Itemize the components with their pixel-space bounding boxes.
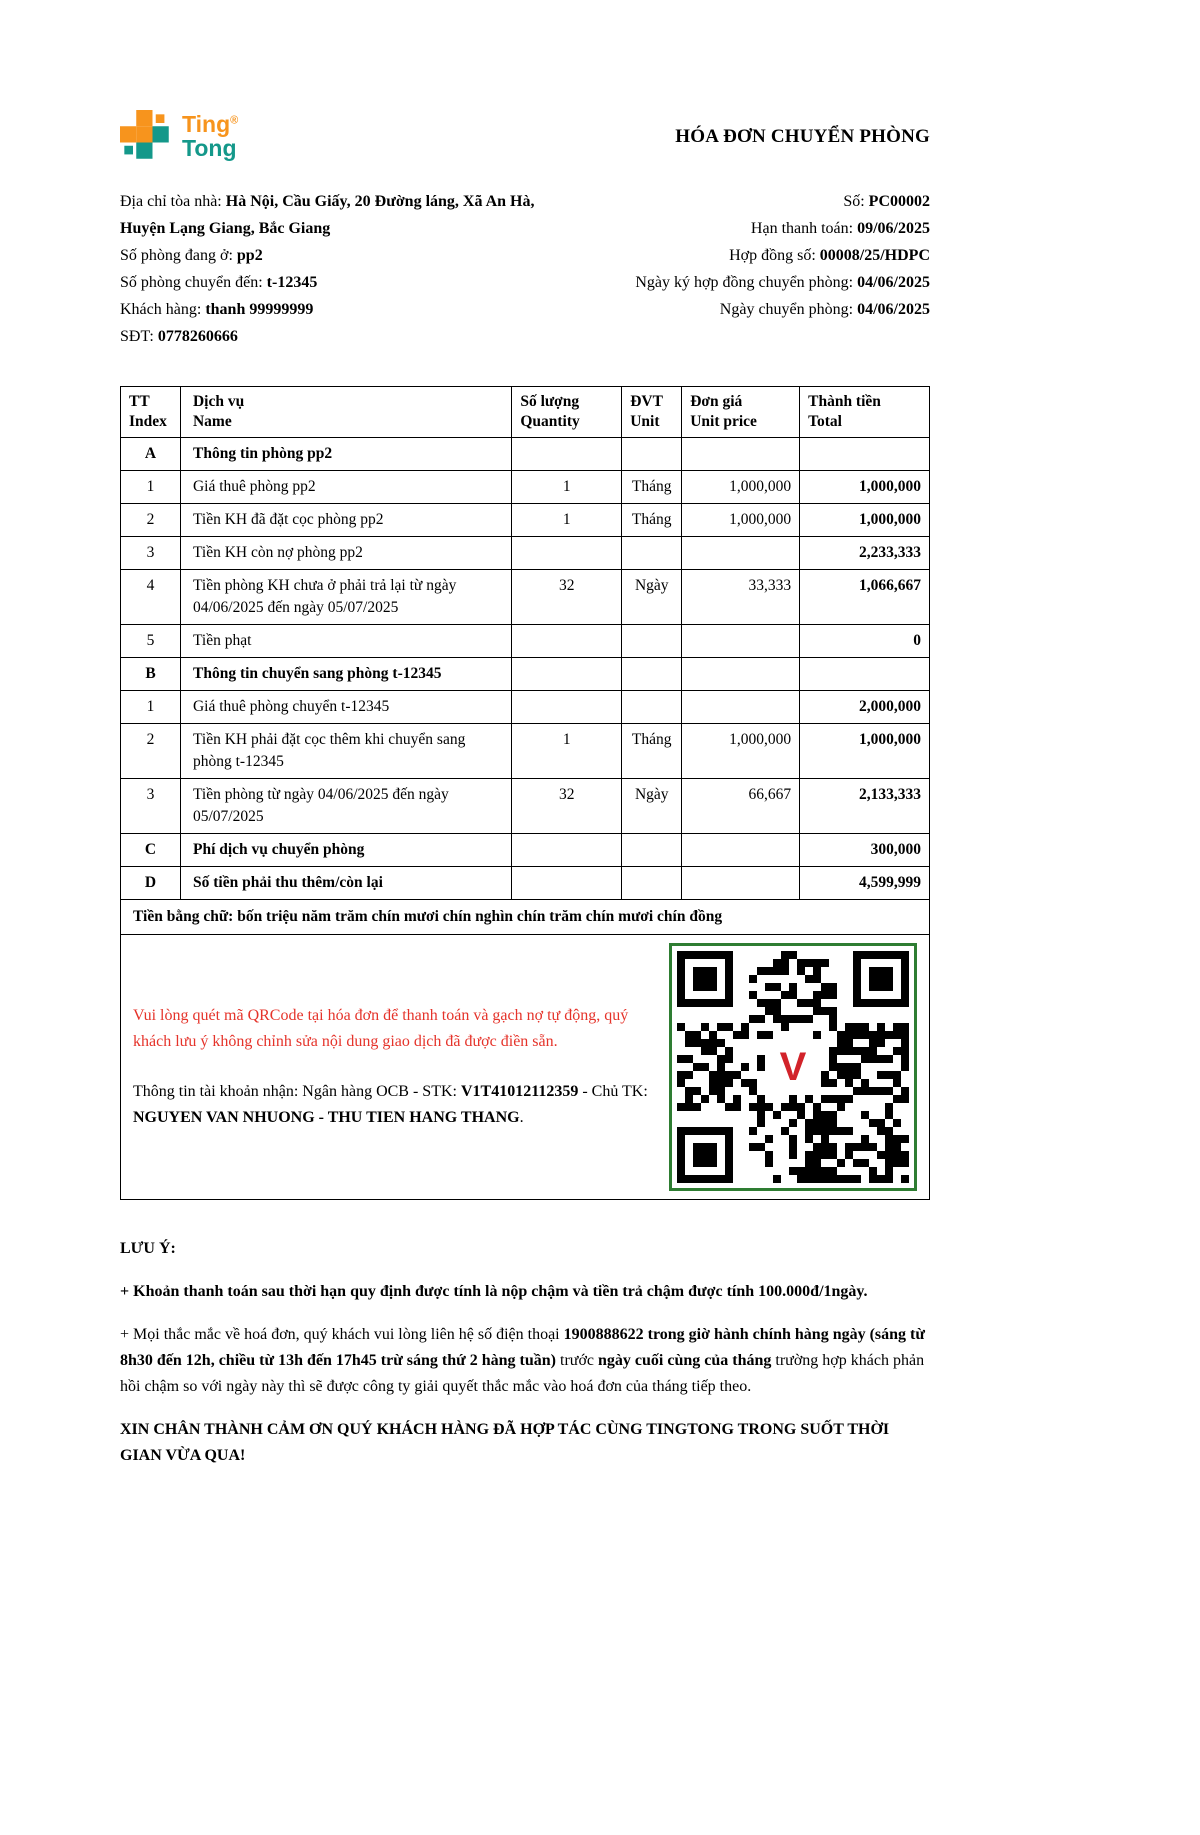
- hotline-note-text: trường hợp khách phản hồi chậm so với ngày này thì sẽ được công ty giải quyết thắc mắc vào hoá đơn của tháng tiếp theo.: [120, 1352, 925, 1396]
- due-date-line: [580, 215, 930, 242]
- cell-unit: Ngày: [622, 570, 682, 625]
- contract-number-label: Hợp đồng số:: [729, 247, 820, 264]
- header-cell-index: [121, 387, 181, 438]
- cell-unit: [622, 438, 682, 471]
- logo-line-ting: [182, 112, 238, 136]
- cell-qty: 1: [512, 471, 622, 504]
- cell-total: 1,000,000: [800, 504, 930, 537]
- cell-name: Phí dịch vụ chuyển phòng: [180, 834, 511, 867]
- contract-number-line: [580, 242, 930, 269]
- move-date-value: 04/06/2025: [857, 301, 930, 318]
- cell-qty: [512, 625, 622, 658]
- logo-line-tong: Tong: [182, 135, 237, 161]
- invoice-number-value: PC00002: [868, 193, 930, 210]
- cell-index: 4: [121, 570, 181, 625]
- cell-total: 300,000: [800, 834, 930, 867]
- header-cell-unit-price: [682, 387, 800, 438]
- cell-name: Tiền KH còn nợ phòng pp2: [180, 537, 511, 570]
- cell-qty: [512, 867, 622, 900]
- qr-warning-text: Vui lòng quét mã QRCode tại hóa đơn để thanh toán và gạch nợ tự động, quý khách lưu ý không chỉnh sửa nội dung giao dịch đã được điền sẵn.: [133, 1007, 629, 1051]
- cell-index: C: [121, 834, 181, 867]
- building-address-line: [120, 188, 580, 242]
- table-row: [121, 779, 930, 834]
- header-cell-total: [800, 387, 930, 438]
- cell-unit: [622, 867, 682, 900]
- cell-name: Tiền KH đã đặt cọc phòng pp2: [180, 504, 511, 537]
- cell-index: B: [121, 658, 181, 691]
- cell-price: [682, 867, 800, 900]
- page-title: HÓA ĐƠN CHUYỂN PHÒNG: [675, 126, 930, 147]
- table-row-section-b: [121, 658, 930, 691]
- cell-qty: [512, 691, 622, 724]
- customer-label: Khách hàng:: [120, 301, 206, 318]
- qr-code: [669, 943, 917, 1191]
- qr-center-logo-icon: V: [766, 1040, 820, 1094]
- cell-qty: [512, 438, 622, 471]
- header-line: Thành tiền: [808, 393, 881, 410]
- table-row: [121, 724, 930, 779]
- invoice-table: [120, 386, 930, 935]
- contract-number-value: 00008/25/HDPC: [819, 247, 930, 264]
- cell-name: Tiền phòng từ ngày 04/06/2025 đến ngày 05/07/2025: [180, 779, 511, 834]
- cell-index: 2: [121, 724, 181, 779]
- contract-sign-date-label: Ngày ký hợp đồng chuyển phòng:: [635, 274, 858, 291]
- cell-total: 0: [800, 625, 930, 658]
- invoice-header: [120, 110, 930, 162]
- late-payment-note: + Khoản thanh toán sau thời hạn quy định được tính là nộp chậm và tiền trả chậm được tính 100.000đ/1ngày.: [120, 1283, 868, 1301]
- customer-value: thanh 99999999: [205, 301, 314, 318]
- table-row: [121, 625, 930, 658]
- table-row: [121, 471, 930, 504]
- account-text: - Chủ TK:: [578, 1083, 648, 1101]
- tingtong-logo-icon: [120, 110, 172, 162]
- header-line: Số lượng: [520, 393, 580, 410]
- destination-room-value: t-12345: [266, 274, 318, 291]
- payment-section: [120, 934, 930, 1200]
- header-line: Unit price: [690, 413, 757, 431]
- cell-index: 3: [121, 779, 181, 834]
- table-row-section-a: [121, 438, 930, 471]
- cell-qty: 1: [512, 504, 622, 537]
- hotline-note: [120, 1322, 930, 1400]
- account-text: Thông tin tài khoản nhận: Ngân hàng OCB - STK:: [133, 1083, 461, 1101]
- header-line: Dịch vụ: [192, 393, 245, 410]
- table-row: [121, 537, 930, 570]
- cell-price: 33,333: [682, 570, 800, 625]
- cell-unit: [622, 658, 682, 691]
- cell-total: 2,233,333: [800, 537, 930, 570]
- hotline-number: 1900888622 trong giờ hành chính hàng ngày (sáng từ 8h30 đến 12h, chiều từ 13h đến 17h45 trừ sáng thứ 2 hàng tuần): [120, 1326, 925, 1370]
- phone-value: 0778260666: [157, 328, 238, 345]
- invoice-content: [120, 0, 930, 1469]
- cell-total: 2,000,000: [800, 691, 930, 724]
- amount-in-words: Tiền bằng chữ: bốn triệu năm trăm chín mươi chín nghìn chín trăm chín mươi chín đồng: [121, 900, 930, 935]
- cell-price: 66,667: [682, 779, 800, 834]
- cell-price: [682, 834, 800, 867]
- cell-total: 1,066,667: [800, 570, 930, 625]
- cell-price: [682, 625, 800, 658]
- invoice-info-right: [580, 188, 930, 350]
- due-date-label: Hạn thanh toán:: [750, 220, 858, 237]
- cell-name: Giá thuê phòng chuyển t-12345: [180, 691, 511, 724]
- invoice-number-line: [580, 188, 930, 215]
- invoice-info-left: [120, 188, 580, 350]
- phone-line: [120, 323, 580, 350]
- cell-index: A: [121, 438, 181, 471]
- cell-name: Thông tin chuyển sang phòng t-12345: [180, 658, 511, 691]
- cell-name: Tiền phòng KH chưa ở phải trả lại từ ngày 04/06/2025 đến ngày 05/07/2025: [180, 570, 511, 625]
- cell-unit: [622, 691, 682, 724]
- header-cell-quantity: [512, 387, 622, 438]
- cell-index: 1: [121, 471, 181, 504]
- table-row: [121, 691, 930, 724]
- thank-you-text: XIN CHÂN THÀNH CẢM ƠN QUÝ KHÁCH HÀNG ĐÃ HỢP TÁC CÙNG TINGTONG TRONG SUỐT THỜI GIAN VỪA QUA!: [120, 1421, 890, 1465]
- move-date-line: [580, 296, 930, 323]
- header-line: ĐVT: [630, 393, 663, 410]
- account-text: .: [519, 1109, 524, 1127]
- cell-name: Tiền phạt: [180, 625, 511, 658]
- header-cell-name: [180, 387, 511, 438]
- table-row-section-d: [121, 867, 930, 900]
- cell-index: 5: [121, 625, 181, 658]
- hotline-note-text: trước: [556, 1352, 599, 1370]
- table-header-row: [121, 387, 930, 438]
- cell-qty: [512, 834, 622, 867]
- amount-in-words-row: [121, 900, 930, 935]
- building-address-label: Địa chỉ tòa nhà:: [120, 193, 226, 210]
- cell-price: 1,000,000: [682, 471, 800, 504]
- header-line: Quantity: [520, 413, 580, 431]
- cell-qty: 32: [512, 779, 622, 834]
- building-address-value: Hà Nội, Cầu Giấy, 20 Đường láng, Xã An Hà, Huyện Lạng Giang, Bắc Giang: [120, 193, 535, 237]
- cell-price: [682, 658, 800, 691]
- current-room-value: pp2: [236, 247, 263, 264]
- cell-unit: Tháng: [622, 504, 682, 537]
- cell-unit: Tháng: [622, 724, 682, 779]
- current-room-line: [120, 242, 580, 269]
- cell-unit: Tháng: [622, 471, 682, 504]
- header-line: Total: [808, 413, 842, 431]
- cell-price: [682, 691, 800, 724]
- payment-instructions: [133, 1003, 669, 1131]
- move-date-label: Ngày chuyển phòng:: [719, 301, 858, 318]
- header-cell-unit: [622, 387, 682, 438]
- cell-price: [682, 438, 800, 471]
- cell-name: Giá thuê phòng pp2: [180, 471, 511, 504]
- destination-room-line: [120, 269, 580, 296]
- cell-name: Thông tin phòng pp2: [180, 438, 511, 471]
- account-info: [133, 1079, 653, 1131]
- header-line: Index: [129, 413, 167, 431]
- deadline-text: ngày cuối cùng của tháng: [598, 1352, 772, 1370]
- cell-index: 1: [121, 691, 181, 724]
- cell-price: [682, 537, 800, 570]
- cell-price: 1,000,000: [682, 724, 800, 779]
- cell-total: 1,000,000: [800, 471, 930, 504]
- current-room-label: Số phòng đang ở:: [120, 247, 237, 264]
- destination-room-label: Số phòng chuyển đến:: [120, 274, 267, 291]
- table-row: [121, 570, 930, 625]
- cell-qty: 32: [512, 570, 622, 625]
- header-line: TT: [129, 393, 150, 410]
- header-line: Unit: [630, 413, 660, 431]
- cell-index: 3: [121, 537, 181, 570]
- header-line: Name: [192, 413, 232, 431]
- cell-qty: [512, 537, 622, 570]
- cell-unit: [622, 625, 682, 658]
- cell-name: Số tiền phải thu thêm/còn lại: [180, 867, 511, 900]
- cell-price: 1,000,000: [682, 504, 800, 537]
- notes-heading: LƯU Ý:: [120, 1240, 176, 1258]
- tingtong-logo-text: [182, 112, 238, 160]
- cell-name: Tiền KH phải đặt cọc thêm khi chuyển sang phòng t-12345: [180, 724, 511, 779]
- tingtong-logo: [120, 110, 238, 162]
- cell-qty: 1: [512, 724, 622, 779]
- cell-unit: [622, 537, 682, 570]
- table-row-section-c: [121, 834, 930, 867]
- cell-unit: Ngày: [622, 779, 682, 834]
- table-row: [121, 504, 930, 537]
- invoice-number-label: Số:: [843, 193, 869, 210]
- cell-qty: [512, 658, 622, 691]
- cell-total: 4,599,999: [800, 867, 930, 900]
- due-date-value: 09/06/2025: [857, 220, 930, 237]
- registered-mark-icon: ®: [230, 114, 239, 127]
- cell-total: 1,000,000: [800, 724, 930, 779]
- cell-index: 2: [121, 504, 181, 537]
- cell-total: [800, 438, 930, 471]
- cell-index: D: [121, 867, 181, 900]
- cell-total: [800, 658, 930, 691]
- account-holder: NGUYEN VAN NHUONG - THU TIEN HANG THANG: [133, 1109, 520, 1127]
- customer-line: [120, 296, 580, 323]
- account-number: V1T41012112359: [460, 1083, 579, 1101]
- cell-total: 2,133,333: [800, 779, 930, 834]
- header-line: Đơn giá: [690, 393, 743, 410]
- footer-notes: [120, 1236, 930, 1469]
- phone-label: SĐT:: [120, 328, 158, 345]
- hotline-note-text: + Mọi thắc mắc về hoá đơn, quý khách vui lòng liên hệ số điện thoại: [120, 1326, 564, 1344]
- contract-sign-date-value: 04/06/2025: [857, 274, 930, 291]
- contract-sign-date-line: [580, 269, 930, 296]
- cell-unit: [622, 834, 682, 867]
- invoice-info: [120, 188, 930, 350]
- logo-ting-word: Ting: [182, 110, 231, 137]
